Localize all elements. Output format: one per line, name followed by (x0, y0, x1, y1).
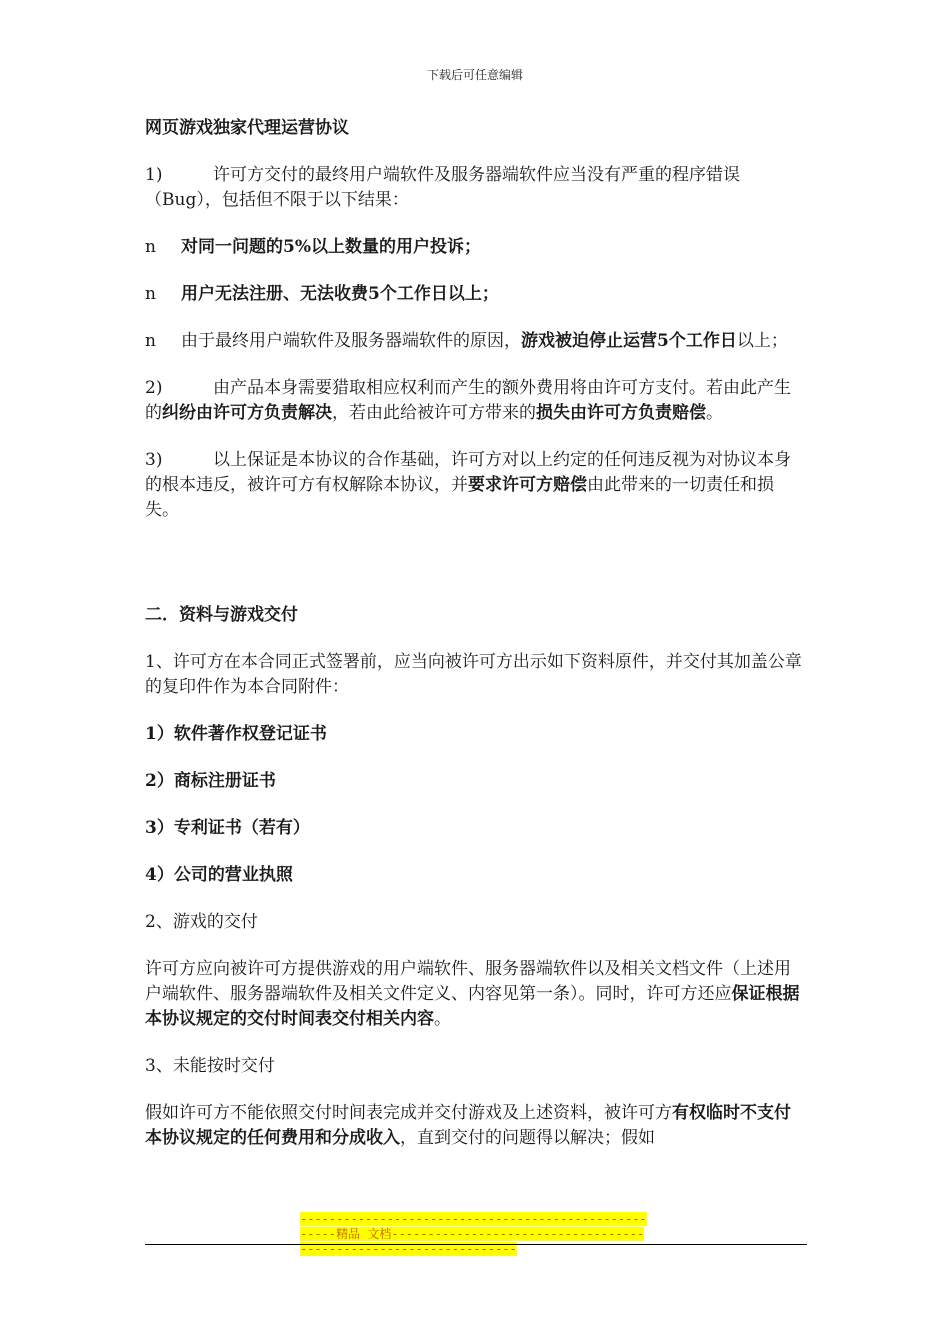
paragraph-2 (145, 376, 807, 426)
paragraph-1 (145, 163, 807, 213)
document-body (145, 116, 807, 1173)
bullet-text: 用户无法注册、无法收费5个工作日以上； (181, 284, 499, 304)
footer-banner (300, 1212, 648, 1257)
section-spacer (145, 545, 807, 603)
footer-banner-text: -----------------------------------------------------精品 文档----------------------------------------------------------------- (300, 1212, 647, 1256)
footer-divider (145, 1244, 807, 1245)
section-2-paragraph-2 (145, 957, 807, 1032)
paragraph-number: 3) (145, 450, 163, 470)
document-title: 网页游戏独家代理运营协议 (145, 118, 349, 138)
bullet-text: 由于最终用户端软件及服务器端软件的原因， (181, 331, 521, 351)
bullet-text: 对同一问题的5%以上数量的用户投诉； (181, 237, 481, 257)
bullet-marker: n (145, 284, 156, 304)
paragraph-text: 以上保证是本协议的合作基础，许可方对以上约定的任何违反视为对协议本身的根本违反，被许可方有权解除本协议，并 (145, 450, 791, 495)
paragraph-text: 许可方交付的最终用户端软件及服务器端软件应当没有严重的程序错误（Bug），包括但不限于以下结果： (145, 165, 740, 210)
bullet-marker: n (145, 331, 156, 351)
paragraph-text: 由此带来的一切责任和损失。 (145, 475, 774, 520)
bullet-text-bold: 游戏被迫停止运营5个工作日 (521, 331, 737, 351)
page-header: 下载后可任意编辑 (426, 68, 523, 82)
subsection-heading-3: 3、未能按时交付 (145, 1056, 275, 1076)
paragraph-number: 2) (145, 378, 163, 398)
paragraph-text: 由产品本身需要猎取相应权利而产生的额外费用将由许可方支付。若由此产生的 (145, 378, 791, 423)
document-list-item-3: 3）专利证书（若有） (145, 818, 310, 838)
section-2-paragraph-1: 1、许可方在本合同正式签署前，应当向被许可方出示如下资料原件，并交付其加盖公章的复印件作为本合同附件： (145, 652, 802, 697)
section-2-paragraph-3 (145, 1101, 807, 1151)
emphasis-text: 损失由许可方负责赔偿 (536, 403, 706, 423)
paragraph-text: 假如许可方不能依照交付时间表完成并交付游戏及上述资料，被许可方 (145, 1103, 672, 1123)
bullet-item-1 (145, 235, 807, 260)
paragraph-text: 。 (434, 1009, 451, 1029)
bullet-marker: n (145, 237, 156, 257)
emphasis-text: 有权临时不支付本协议规定的任何费用和分成收入 (145, 1103, 791, 1148)
paragraph-text: ，直到交付的问题得以解决；假如 (400, 1128, 655, 1148)
subsection-heading-2: 2、游戏的交付 (145, 912, 258, 932)
bullet-item-3 (145, 329, 807, 354)
paragraph-text: 。 (706, 403, 723, 423)
paragraph-number: 1) (145, 165, 163, 185)
section-2-title: 二．资料与游戏交付 (145, 605, 298, 625)
bullet-text-end: 以上； (736, 331, 788, 351)
document-list-item-4: 4）公司的营业执照 (145, 865, 293, 885)
document-list-item-1: 1）软件著作权登记证书 (145, 724, 327, 744)
emphasis-text: 纠纷由许可方负责解决 (162, 403, 332, 423)
emphasis-text: 保证根据本协议规定的交付时间表交付相关内容 (145, 984, 800, 1029)
bullet-item-2 (145, 282, 807, 307)
emphasis-text: 要求许可方赔偿 (468, 475, 587, 495)
paragraph-text: 许可方应向被许可方提供游戏的用户端软件、服务器端软件以及相关文档文件（上述用户端软件、服务器端软件及相关文件定义、内容见第一条）。同时，许可方还应 (145, 959, 791, 1004)
document-list-item-2: 2）商标注册证书 (145, 771, 276, 791)
paragraph-3 (145, 448, 807, 523)
paragraph-text: ，若由此给被许可方带来的 (332, 403, 536, 423)
